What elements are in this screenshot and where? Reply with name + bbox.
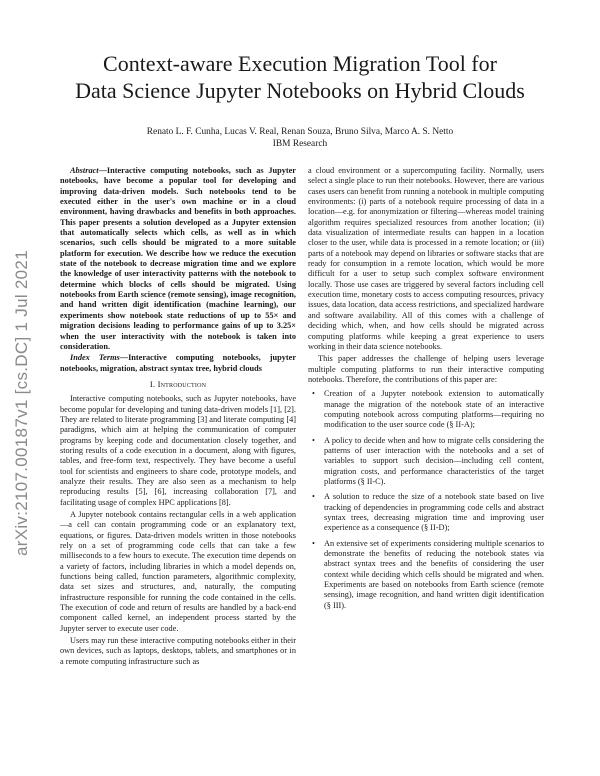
affiliation: IBM Research xyxy=(272,139,328,149)
bullet-icon: • xyxy=(312,492,315,502)
intro-paragraph-4: a cloud environment or a supercomputing facility. Normally, users select a single place to run their notebooks. However, there are various cases users can benefit from running a notebook in multiple computing environments: (i) parts of a notebook require processing of data in a location—e.g. for anonymization or filtering—whereas model training algorithm requires specialized resources from another location; (ii) data visualization of intermediate results can happen in a location closer to the user, while data is processed in a remote location; or (iii) parts of a notebook may depend on libraries or software stacks that are ready for consumption in a remote location, which would be more difficult for a user to setup such complex software environment locally. Those use cases are triggered by several factors including cell execution time, monetary costs to access computing resources, privacy issues, data location, data access restrictions, and specialized hardware and software availability. All of this comes with a challenge of deciding which, when, and how cells should be migrated across computing platforms while keeping a great experience to users working in their data science notebooks. xyxy=(308,166,544,351)
title-line-1: Context-aware Execution Migration Tool for xyxy=(103,51,497,76)
contribution-text: A policy to decide when and how to migrate cells considering the patterns of user interaction with the notebooks and a set of variables to support such decision—including cell content, migration costs, and performance characteristics of the target platforms (§ II-C). xyxy=(324,435,544,486)
contributions-list xyxy=(308,389,544,611)
index-terms xyxy=(60,353,296,374)
contribution-text: Creation of a Jupyter notebook extension to automatically manage the migration of the notebook state of an interactive computing notebook across computing platforms—requiring no modification to the user source code (§ II-A); xyxy=(324,389,544,430)
list-item xyxy=(308,539,544,611)
right-column xyxy=(308,166,544,616)
index-terms-lead: Index Terms xyxy=(70,353,120,363)
abstract xyxy=(60,166,296,352)
intro-paragraph-3: Users may run these interactive computing notebooks either in their own devices, such as laptops, desktops, tablets, and smartphones or in a remote computing infrastructure such as xyxy=(60,636,296,666)
abstract-text: —Interactive computing notebooks, such as Jupyter notebooks, have become a popular tool for developing and improving data-driven models. Such notebooks tend to be executed either in the user's own machine or in a cloud environment, having drawbacks and benefits in both approaches. This paper presents a solution developed as a Jupyter extension that automatically selects which cells, as well as in which scenarios, such cells should be migrated to a more suitable platform for execution. We describe how we reduce the execution state of the notebook to decrease migration time and we explore the knowledge of user interactivity patterns with the notebook to determine which blocks of cells should be migrated. Using notebooks from Earth science (remote sensing), image recognition, and hand written digit identification (machine learning), our experiments show notebook state reductions of up to 55× and migration decisions leading to performance gains of up to 3.25× when the user interactivity with the notebook is taken into consideration. xyxy=(60,166,296,351)
list-item xyxy=(308,436,544,488)
abstract-lead: Abstract xyxy=(70,166,99,175)
contribution-text: A solution to reduce the size of a notebook state based on live tracking of dependencies in programming code cells and abstract syntax trees, decreasing migration time and improving user experience as a consequence (§ II-D); xyxy=(324,492,544,533)
section-heading-introduction: I. Introduction xyxy=(149,378,207,389)
bullet-icon: • xyxy=(312,435,315,445)
paper-title xyxy=(40,50,560,104)
left-column xyxy=(60,166,296,667)
author-list: Renato L. F. Cunha, Lucas V. Real, Renan Souza, Bruno Silva, Marco A. S. Netto xyxy=(146,127,454,137)
intro-paragraph-1: Interactive computing notebooks, such as Jupyter notebooks, have become popular for developing and tuning data-driven models [1], [2]. They are related to literate programming [3] and literate computing [4] paradigms, which aim at helping the communication of computer programs by keeping code and documentation closely together, and storing results of a code execution in a document, along with figures, tables, and free-form text, respectively. They have become a useful tool for scientists and engineers to share code, prototype models, and analyze their results. They are also seen as a mechanism to help reproducing results [5], [6], increasing collaboration [7], and facilitating usage of complex HPC applications [8]. xyxy=(60,394,296,507)
title-line-2: Data Science Jupyter Notebooks on Hybrid Clouds xyxy=(75,78,525,103)
list-item xyxy=(308,389,544,430)
bullet-icon: • xyxy=(312,389,315,399)
intro-paragraph-5: This paper addresses the challenge of helping users leverage multiple computing platforms to run their interactive computing notebooks. Therefore, the contributions of this paper are: xyxy=(308,354,544,384)
index-terms-text: —Interactive computing notebooks, jupyter notebooks, migration, abstract syntax tree, hybrid clouds xyxy=(60,353,296,373)
arxiv-identifier: arXiv:2107.00187v1 [cs.DC] 1 Jul 2021 xyxy=(12,250,31,556)
list-item xyxy=(308,492,544,533)
intro-paragraph-2: A Jupyter notebook contains rectangular cells in a web application—a cell can contain programming code or an explanatory text, equations, or figures. Data-driven models written in those notebooks rely on a set of programming code cells that can take a few milliseconds to a few hours to execute. The execution time depends on a variety of factors, including libraries in which a model depends on, functions being called, function parameters, algorithmic complexity, data set sizes and structures, and, naturally, the computing infrastructure responsible for running the code contained in the cells. The execution of code and return of results are handled by a back-end component called kernel, an independent process started by the Jupyter server to execute user code. xyxy=(60,510,296,633)
bullet-icon: • xyxy=(312,538,315,548)
contribution-text: An extensive set of experiments considering multiple scenarios to demonstrate the benefits of reducing the notebook states via abstract syntax trees and the benefits of considering the user context while deciding which cells should be migrated and when. Experiments are based on notebooks from Earth science (remote sensing), image recognition, and hand written digit identification (§ III). xyxy=(324,538,544,610)
